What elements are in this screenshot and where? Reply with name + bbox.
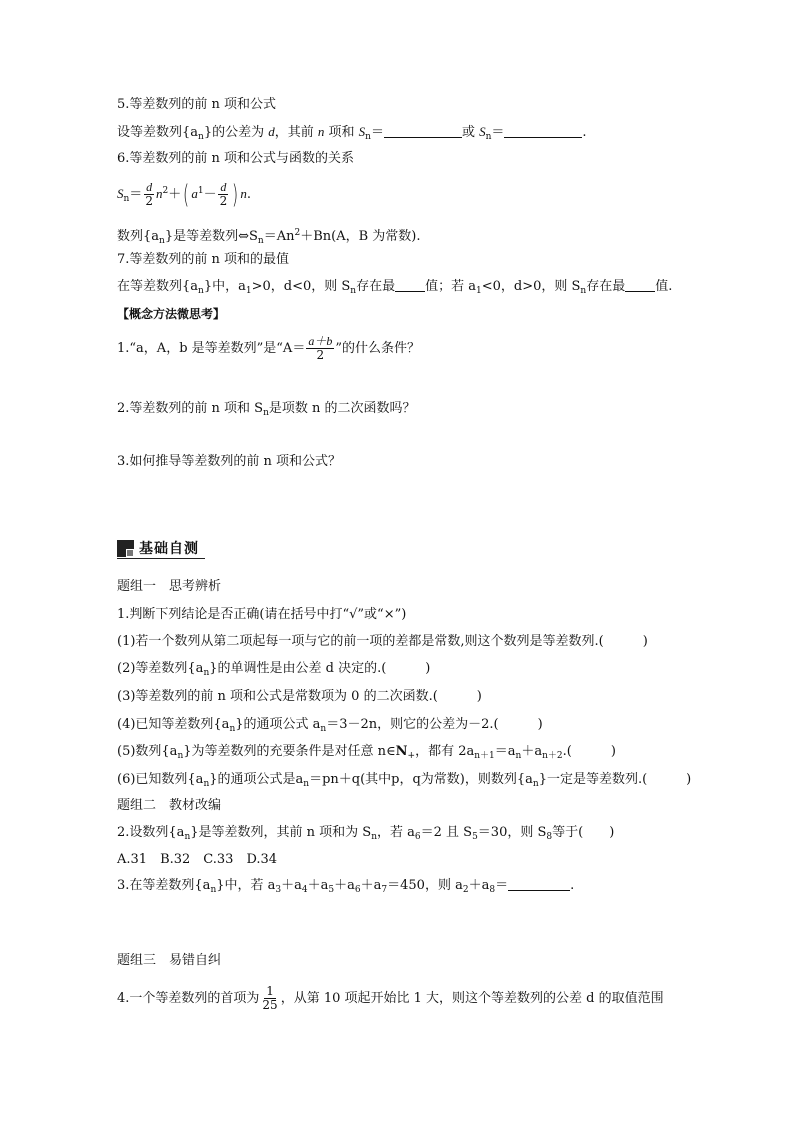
section-rule	[117, 558, 205, 559]
blank-4[interactable]	[625, 279, 655, 292]
concept-q1: 1.“a，A，b 是等差数列”是“A＝ $\frac{a+b}{2}$ ”的什么条件？	[117, 334, 420, 362]
statement-2: (2)等差数列$\{a_n\}$的单调性是由公差 d 决定的.( )	[117, 661, 431, 678]
sec6-title: 6.等差数列的前 n 项和公式与函数的关系	[117, 151, 355, 166]
concept-q3: 3.如何推导等差数列的前 n 项和公式？	[117, 454, 342, 469]
statement-5: (5)数列$\{a_n\}$为等差数列的充要条件是对任意 $n\in N_+$，都有 $2a_{n+1}=a_n+a_{n+2}$.( )	[117, 744, 616, 761]
group2-title: 题组二 教材改编	[117, 798, 222, 813]
concept-q2: 2.等差数列的前 n 项和 $S_n$是项数 n 的二次函数吗？	[117, 401, 416, 418]
blank-3[interactable]	[395, 279, 425, 292]
group3-q4: 4.一个等差数列的首项为 $\frac{1}{25}$ ，从第 10 项起开始比 1 大，则这个等差数列的公差 d 的取值范围	[117, 984, 664, 1012]
group3-title: 题组三 易错自纠	[117, 953, 222, 968]
sec7-text: 在等差数列$\{a_n\}$中，$a_1>0$，d<0，则 $S_n$存在最 值；若 $a_1<0$，d>0，则 $S_n$存在最 值.	[117, 279, 673, 296]
concept-heading: 【概念方法微思考】	[117, 307, 226, 321]
sec5-title: 5.等差数列的前 n 项和公式	[117, 97, 277, 112]
group2-options: A.31 B.32 C.33 D.34	[117, 852, 278, 867]
group1-q1: 1.判断下列结论是否正确(请在括号中打“√”或“×”)	[117, 607, 407, 622]
group2-q3: 3.在等差数列$\{a_n\}$中，若 $a_3+a_4+a_5+a_6+a_7=450$，则 $a_2+a_8=$ .	[117, 878, 575, 895]
square-block-icon	[117, 540, 134, 557]
sec6-relation: 数列$\{a_n\}$是等差数列$\Leftrightarrow S_n=An^2+Bn(A$，B 为常数).	[117, 228, 421, 246]
statement-6: (6)已知数列$\{a_n\}$的通项公式是$a_n=pn+q$(其中p，q为常数)，则数列$\{a_n\}$一定是等差数列.( )	[117, 772, 692, 789]
blank-1[interactable]	[384, 125, 462, 138]
statement-3: (3)等差数列的前 n 项和公式是常数项为 0 的二次函数.( )	[117, 689, 482, 704]
sec5-line: 设等差数列$\{a_n\}$的公差为 d，其前 n 项和 $S_n=$ 或 $S_n=$ .	[117, 124, 587, 142]
sec7-title: 7.等差数列的前 n 项和的最值	[117, 252, 290, 267]
group2-q2: 2.设数列$\{a_n\}$是等差数列，其前 n 项和为 $S_n$，若 $a_6=2$ 且 $S_5=30$，则 $S_8$等于( )	[117, 825, 615, 842]
blank-5[interactable]	[508, 878, 570, 891]
statement-4: (4)已知等差数列$\{a_n\}$的通项公式 $a_n=3-2n$，则它的公差为－2.( )	[117, 717, 543, 734]
section-header	[117, 538, 199, 558]
blank-2[interactable]	[504, 125, 582, 138]
statement-1: (1)若一个数列从第二项起每一项与它的前一项的差都是常数,则这个数列是等差数列.( )	[117, 634, 648, 649]
group1-title: 题组一 思考辨析	[117, 579, 222, 594]
section-title: 基础自测	[139, 541, 199, 557]
sec6-formula: $S_n=$ $\frac{d}{2}$ $n^2+$( $a^1-$ $\frac{d}{2}$ ) n.	[117, 179, 252, 210]
